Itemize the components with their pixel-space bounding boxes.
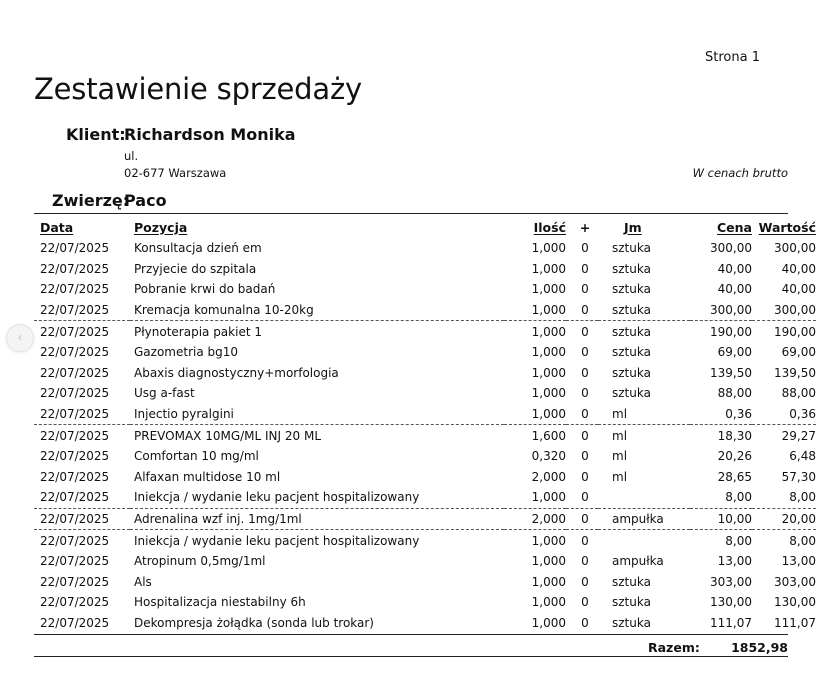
cell-value: 57,30 — [781, 469, 816, 484]
cell-quantity: 0,320 — [531, 449, 566, 464]
cell-position: Gazometria bg10 — [134, 345, 239, 360]
page-number: Strona 1 — [705, 50, 760, 65]
cell-value: 0,36 — [789, 407, 816, 422]
cell-date: 22/07/2025 — [40, 282, 110, 297]
cell-plus: 0 — [581, 449, 589, 464]
cell-price: 88,00 — [717, 386, 752, 401]
total-label: Razem: — [648, 640, 700, 655]
cell-date: 22/07/2025 — [40, 407, 110, 422]
cell-position: Płynoterapia pakiet 1 — [130, 321, 504, 342]
table-row — [34, 530, 816, 551]
cell-date: 22/07/2025 — [40, 490, 110, 505]
cell-price: 130,00 — [710, 595, 752, 610]
table-row — [34, 508, 816, 530]
cell-position: Przyjecie do szpitala — [134, 261, 257, 276]
table-row — [34, 551, 816, 572]
cell-quantity: 1,000 — [531, 261, 566, 276]
cell-date: 22/07/2025 — [40, 595, 110, 610]
cell-quantity: 1,000 — [531, 282, 566, 297]
cell-position: Comfortan 10 mg/ml — [134, 449, 259, 464]
cell-value: 40,00 — [781, 282, 816, 297]
cell-plus: 0 — [566, 321, 598, 342]
cell-quantity: 2,000 — [504, 508, 566, 530]
table-top-rule — [34, 213, 788, 214]
cell-unit: sztuka — [612, 595, 651, 610]
table-row — [34, 592, 816, 613]
cell-plus: 0 — [581, 615, 589, 630]
cell-unit: sztuka — [612, 615, 651, 630]
cell-position: Hospitalizacja niestabilny 6h — [134, 595, 306, 610]
cell-position: Adrenalina wzf inj. 1mg/1ml — [130, 508, 504, 530]
cell-date: 22/07/2025 — [40, 365, 110, 380]
cell-quantity: 1,000 — [531, 490, 566, 505]
cell-position: PREVOMAX 10MG/ML INJ 20 ML — [130, 425, 504, 446]
sales-table — [34, 216, 816, 633]
table-row — [34, 300, 816, 321]
cell-position: Atropinum 0,5mg/1ml — [134, 554, 266, 569]
cell-date: 22/07/2025 — [40, 449, 110, 464]
cell-unit: sztuka — [612, 241, 651, 256]
cell-plus: 0 — [581, 386, 589, 401]
cell-value: 13,00 — [781, 554, 816, 569]
cell-date: 22/07/2025 — [40, 241, 110, 256]
cell-date: 22/07/2025 — [40, 554, 110, 569]
cell-unit — [598, 530, 690, 551]
cell-price: 0,36 — [725, 407, 752, 422]
table-row — [34, 487, 816, 508]
cell-unit: ml — [612, 469, 628, 484]
cell-date: 22/07/2025 — [40, 386, 110, 401]
cell-unit: ml — [598, 425, 690, 446]
cell-unit: sztuka — [612, 282, 651, 297]
cell-plus: 0 — [581, 261, 589, 276]
cell-plus: 0 — [581, 345, 589, 360]
cell-quantity: 1,000 — [504, 321, 566, 342]
cell-unit: ml — [612, 407, 628, 422]
cell-price: 8,00 — [725, 490, 752, 505]
cell-value: 111,07 — [774, 615, 816, 630]
table-row — [34, 446, 816, 467]
cell-value: 20,00 — [752, 508, 816, 530]
cell-position: Alfaxan multidose 10 ml — [134, 469, 281, 484]
client-label: Klient: — [66, 125, 126, 144]
cell-position: Kremacja komunalna 10-20kg — [134, 303, 314, 318]
cell-price: 111,07 — [710, 615, 752, 630]
table-row — [34, 238, 816, 259]
cell-plus: 0 — [581, 554, 589, 569]
cell-unit: ampułka — [598, 508, 690, 530]
cell-plus: 0 — [581, 407, 589, 422]
cell-unit: sztuka — [612, 261, 651, 276]
cell-position: Konsultacja dzień em — [134, 241, 262, 256]
cell-plus: 0 — [581, 574, 589, 589]
header-price: Cena — [717, 219, 752, 235]
cell-unit: sztuka — [598, 321, 690, 342]
cell-price: 18,30 — [690, 425, 752, 446]
cell-unit: sztuka — [612, 303, 651, 318]
table-row — [34, 425, 816, 446]
cell-value: 29,27 — [752, 425, 816, 446]
cell-plus: 0 — [566, 508, 598, 530]
client-name: Richardson Monika — [124, 125, 296, 144]
cell-price: 8,00 — [690, 530, 752, 551]
header-unit: Jm — [624, 219, 642, 235]
table-row — [34, 383, 816, 404]
cell-price: 28,65 — [717, 469, 752, 484]
cell-position: Injectio pyralgini — [134, 407, 234, 422]
cell-quantity: 1,000 — [531, 241, 566, 256]
cell-quantity: 1,000 — [531, 345, 566, 360]
chevron-left-icon: ‹ — [17, 330, 23, 346]
header-quantity: Ilość — [533, 219, 566, 235]
cell-quantity: 1,000 — [531, 595, 566, 610]
cell-plus: 0 — [581, 365, 589, 380]
cell-value: 88,00 — [781, 386, 816, 401]
cell-unit: sztuka — [612, 365, 651, 380]
cell-value: 69,00 — [781, 345, 816, 360]
cell-value: 6,48 — [789, 449, 816, 464]
cell-price: 300,00 — [710, 241, 752, 256]
cell-quantity: 2,000 — [531, 469, 566, 484]
cell-price: 13,00 — [717, 554, 752, 569]
header-plus: + — [579, 219, 591, 235]
previous-page-button[interactable] — [6, 324, 34, 352]
cell-price: 40,00 — [717, 261, 752, 276]
cell-date: 22/07/2025 — [34, 321, 130, 342]
cell-quantity: 1,000 — [531, 615, 566, 630]
table-header-row — [34, 216, 816, 238]
table-row — [34, 321, 816, 342]
header-date: Data — [40, 219, 74, 235]
cell-plus: 0 — [581, 469, 589, 484]
cell-plus: 0 — [581, 490, 589, 505]
table-body — [34, 238, 816, 633]
table-row — [34, 259, 816, 280]
cell-value: 40,00 — [781, 261, 816, 276]
cell-date: 22/07/2025 — [40, 615, 110, 630]
cell-date: 22/07/2025 — [34, 425, 130, 446]
cell-value: 8,00 — [789, 490, 816, 505]
animal-name: Paco — [124, 191, 167, 210]
table-row — [34, 613, 816, 634]
cell-unit: ampułka — [612, 554, 664, 569]
cell-value: 300,00 — [774, 303, 816, 318]
cell-unit — [598, 487, 690, 508]
cell-date: 22/07/2025 — [34, 530, 130, 551]
cell-value: 130,00 — [774, 595, 816, 610]
cell-value: 303,00 — [774, 574, 816, 589]
cell-plus: 0 — [566, 425, 598, 446]
cell-position: Pobranie krwi do badań — [134, 282, 276, 297]
cell-unit: sztuka — [612, 386, 651, 401]
cell-value: 139,50 — [774, 365, 816, 380]
cell-position: Dekompresja żołądka (sonda lub trokar) — [134, 615, 374, 630]
header-value: Wartość — [758, 219, 816, 235]
cell-unit: ml — [612, 449, 628, 464]
cell-date: 22/07/2025 — [40, 261, 110, 276]
cell-quantity: 1,600 — [504, 425, 566, 446]
table-row — [34, 363, 816, 384]
cell-date: 22/07/2025 — [40, 469, 110, 484]
document-title: Zestawienie sprzedaży — [34, 72, 362, 106]
cell-quantity: 1,000 — [504, 530, 566, 551]
cell-value: 8,00 — [752, 530, 816, 551]
cell-quantity: 1,000 — [531, 407, 566, 422]
cell-date: 22/07/2025 — [40, 574, 110, 589]
cell-quantity: 1,000 — [531, 574, 566, 589]
table-row — [34, 467, 816, 488]
cell-quantity: 1,000 — [531, 303, 566, 318]
animal-label: Zwierzę: — [52, 191, 130, 210]
cell-value: 190,00 — [752, 321, 816, 342]
table-row — [34, 404, 816, 425]
cell-price: 139,50 — [710, 365, 752, 380]
cell-plus: 0 — [581, 282, 589, 297]
cell-value: 300,00 — [774, 241, 816, 256]
cell-unit: sztuka — [612, 574, 651, 589]
client-address-street: ul. — [124, 149, 139, 163]
total-value: 1852,98 — [731, 640, 788, 655]
cell-position: Abaxis diagnostyczny+morfologia — [134, 365, 339, 380]
total-bottom-rule — [34, 656, 788, 657]
cell-quantity: 1,000 — [531, 365, 566, 380]
cell-plus: 0 — [581, 595, 589, 610]
cell-price: 40,00 — [717, 282, 752, 297]
cell-price: 10,00 — [690, 508, 752, 530]
total-top-rule — [34, 634, 788, 635]
table-row — [34, 279, 816, 300]
sales-table-container — [34, 216, 816, 633]
cell-date: 22/07/2025 — [34, 508, 130, 530]
cell-unit: sztuka — [612, 345, 651, 360]
cell-price: 303,00 — [710, 574, 752, 589]
table-row — [34, 342, 816, 363]
cell-quantity: 1,000 — [531, 554, 566, 569]
cell-position: Als — [134, 574, 152, 589]
cell-price: 300,00 — [710, 303, 752, 318]
cell-date: 22/07/2025 — [40, 303, 110, 318]
cell-quantity: 1,000 — [531, 386, 566, 401]
cell-position: Usg a-fast — [134, 386, 195, 401]
cell-position: Iniekcja / wydanie leku pacjent hospitalizowany — [134, 490, 420, 505]
cell-position: Iniekcja / wydanie leku pacjent hospitalizowany — [130, 530, 504, 551]
cell-date: 22/07/2025 — [40, 345, 110, 360]
table-row — [34, 572, 816, 593]
client-address-city: 02-677 Warszawa — [124, 166, 227, 180]
price-note: W cenach brutto — [692, 166, 788, 180]
cell-plus: 0 — [581, 241, 589, 256]
cell-plus: 0 — [581, 303, 589, 318]
cell-price: 69,00 — [717, 345, 752, 360]
cell-plus: 0 — [566, 530, 598, 551]
cell-price: 20,26 — [717, 449, 752, 464]
cell-price: 190,00 — [690, 321, 752, 342]
header-position: Pozycja — [134, 219, 188, 235]
